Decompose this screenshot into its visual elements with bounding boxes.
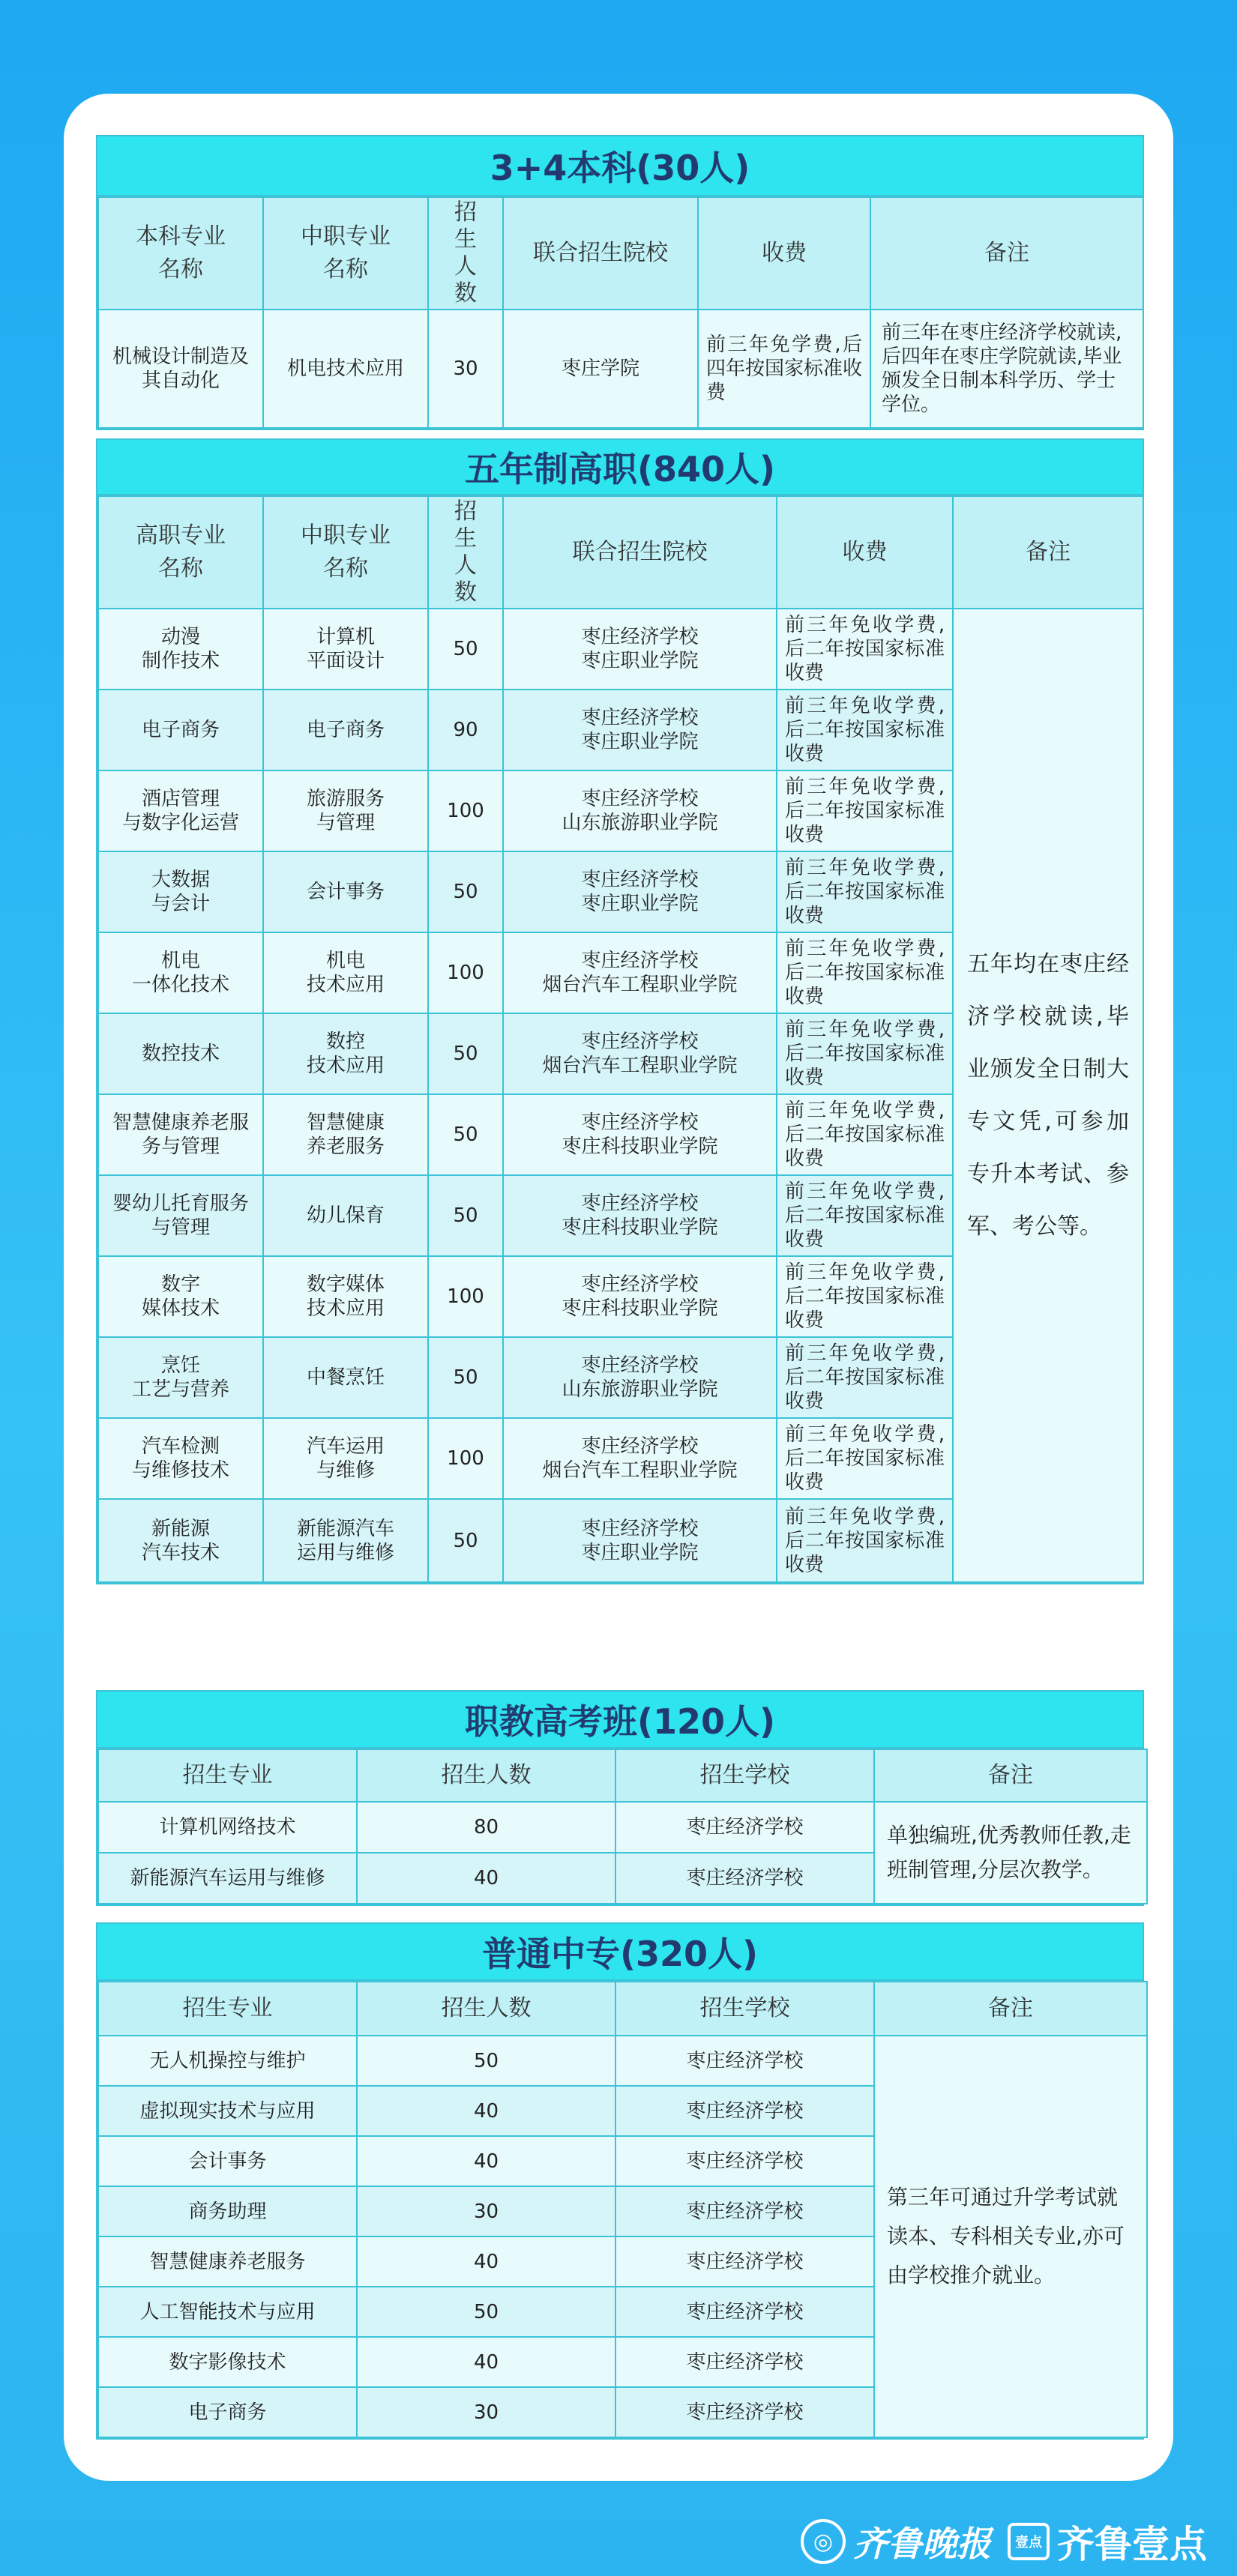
count-cell: 50	[357, 2036, 616, 2086]
table-row	[98, 609, 1143, 690]
count-cell: 100	[428, 1418, 503, 1499]
major-cell: 酒店管理 与数字化运营	[98, 770, 263, 851]
fee-cell: 前三年免收学费,后二年按国家标准收费	[777, 1337, 953, 1418]
col-header: 联合招生院校	[503, 197, 698, 310]
brand1-text: 齐鲁晚报	[853, 2524, 991, 2564]
count-cell: 30	[428, 310, 503, 428]
major-cell: 智慧健康养老服 务与管理	[98, 1094, 263, 1175]
col-header: 招生人数	[357, 1749, 616, 1802]
col-header: 中职专业 名称	[263, 197, 428, 310]
school-cell: 枣庄经济学校 烟台汽车工程职业学院	[503, 1418, 777, 1499]
section-title: 职教高考班(120人)	[97, 1692, 1143, 1749]
zz-major-cell: 机电 技术应用	[263, 932, 428, 1013]
fee-cell: 前三年免收学费,后二年按国家标准收费	[777, 1499, 953, 1582]
col-header: 备注	[874, 1982, 1147, 2036]
zz-major-cell: 新能源汽车 运用与维修	[263, 1499, 428, 1582]
count-cell: 30	[357, 2186, 616, 2236]
major-cell: 数字影像技术	[98, 2337, 357, 2387]
col-header: 招 生 人 数	[428, 496, 503, 609]
zz-major-cell: 幼儿保育	[263, 1175, 428, 1256]
col-header: 招生专业	[98, 1749, 357, 1802]
school-cell: 枣庄经济学校	[616, 2186, 874, 2236]
col-header: 备注	[870, 197, 1143, 310]
zz-major-cell: 数控 技术应用	[263, 1013, 428, 1094]
zz-major-cell: 旅游服务 与管理	[263, 770, 428, 851]
note-cell: 前三年在枣庄经济学校就读,后四年在枣庄学院就读,毕业颁发全日制本科学历、学士学位。	[870, 310, 1143, 428]
count-cell: 40	[357, 2086, 616, 2136]
school-cell: 枣庄经济学校 枣庄职业学院	[503, 1499, 777, 1582]
note-cell: 单独编班,优秀教师任教,走班制管理,分层次教学。	[874, 1802, 1147, 1904]
major-cell: 新能源汽车运用与维修	[98, 1853, 357, 1904]
count-cell: 40	[357, 2337, 616, 2387]
major-cell: 智慧健康养老服务	[98, 2236, 357, 2287]
section-five-year	[96, 438, 1144, 1584]
school-cell: 枣庄经济学校 枣庄科技职业学院	[503, 1175, 777, 1256]
table-vocational-exam	[97, 1749, 1148, 1904]
school-cell: 枣庄经济学校	[616, 2036, 874, 2086]
count-cell: 40	[357, 2136, 616, 2186]
school-cell: 枣庄经济学校 山东旅游职业学院	[503, 770, 777, 851]
section-3plus4	[96, 135, 1144, 430]
count-cell: 100	[428, 932, 503, 1013]
zz-major-cell: 机电技术应用	[263, 310, 428, 428]
count-cell: 50	[428, 1013, 503, 1094]
section-title: 五年制高职(840人)	[97, 440, 1143, 495]
school-cell: 枣庄学院	[503, 310, 698, 428]
school-cell: 枣庄经济学校 烟台汽车工程职业学院	[503, 1013, 777, 1094]
count-cell: 100	[428, 770, 503, 851]
major-cell: 汽车检测 与维修技术	[98, 1418, 263, 1499]
major-cell: 烹饪 工艺与营养	[98, 1337, 263, 1418]
fee-cell: 前三年免收学费,后二年按国家标准收费	[777, 1256, 953, 1337]
count-cell: 50	[428, 1175, 503, 1256]
col-header: 招生学校	[616, 1749, 874, 1802]
section-secondary	[96, 1922, 1144, 2440]
fee-cell: 前三年免收学费,后二年按国家标准收费	[777, 932, 953, 1013]
school-cell: 枣庄经济学校 枣庄职业学院	[503, 690, 777, 770]
fee-cell: 前三年免收学费,后二年按国家标准收费	[777, 690, 953, 770]
fee-cell: 前三年免收学费,后二年按国家标准收费	[777, 609, 953, 690]
table-secondary	[97, 1981, 1148, 2438]
major-cell: 机械设计制造及 其自动化	[98, 310, 263, 428]
col-header: 本科专业 名称	[98, 197, 263, 310]
school-cell: 枣庄经济学校	[616, 2086, 874, 2136]
school-cell: 枣庄经济学校	[616, 2337, 874, 2387]
col-header: 收费	[777, 496, 953, 609]
school-cell: 枣庄经济学校	[616, 2136, 874, 2186]
school-cell: 枣庄经济学校	[616, 1853, 874, 1904]
fee-cell: 前三年免收学费,后二年按国家标准收费	[777, 1418, 953, 1499]
col-header: 招生人数	[357, 1982, 616, 2036]
footer-brand	[801, 2515, 1207, 2569]
zz-major-cell: 数字媒体 技术应用	[263, 1256, 428, 1337]
major-cell: 人工智能技术与应用	[98, 2287, 357, 2337]
section-title: 3+4本科(30人)	[97, 136, 1143, 196]
count-cell: 50	[428, 1337, 503, 1418]
fee-cell: 前三年免收学费,后二年按国家标准收费	[777, 1094, 953, 1175]
major-cell: 电子商务	[98, 690, 263, 770]
school-cell: 枣庄经济学校	[616, 2387, 874, 2437]
qilu-evening-logo	[801, 2517, 991, 2566]
qilu-yidian-logo	[1008, 2515, 1207, 2569]
col-header: 招生学校	[616, 1982, 874, 2036]
major-cell: 商务助理	[98, 2186, 357, 2236]
count-cell: 30	[357, 2387, 616, 2437]
col-header: 招 生 人 数	[428, 197, 503, 310]
count-cell: 100	[428, 1256, 503, 1337]
school-cell: 枣庄经济学校 烟台汽车工程职业学院	[503, 932, 777, 1013]
major-cell: 大数据 与会计	[98, 851, 263, 932]
zz-major-cell: 电子商务	[263, 690, 428, 770]
count-cell: 40	[357, 1853, 616, 1904]
count-cell: 50	[428, 1499, 503, 1582]
school-cell: 枣庄经济学校 枣庄科技职业学院	[503, 1094, 777, 1175]
zz-major-cell: 计算机 平面设计	[263, 609, 428, 690]
fee-cell: 前三年免收学费,后二年按国家标准收费	[777, 851, 953, 932]
app-box-icon: 壹点	[1008, 2523, 1050, 2560]
school-cell: 枣庄经济学校 枣庄职业学院	[503, 609, 777, 690]
col-header: 联合招生院校	[503, 496, 777, 609]
table-five-year	[97, 495, 1144, 1583]
school-cell: 枣庄经济学校 枣庄职业学院	[503, 851, 777, 932]
school-cell: 枣庄经济学校	[616, 2287, 874, 2337]
major-cell: 新能源 汽车技术	[98, 1499, 263, 1582]
zz-major-cell: 汽车运用 与维修	[263, 1418, 428, 1499]
school-cell: 枣庄经济学校	[616, 1802, 874, 1853]
table-row	[98, 2036, 1147, 2086]
col-header: 备注	[953, 496, 1143, 609]
school-cell: 枣庄经济学校	[616, 2236, 874, 2287]
table-row	[98, 310, 1143, 428]
zz-major-cell: 会计事务	[263, 851, 428, 932]
col-header: 招生专业	[98, 1982, 357, 2036]
table-row	[98, 1802, 1147, 1853]
fee-cell: 前三年免学费,后四年按国家标准收费	[698, 310, 870, 428]
section-vocational-exam	[96, 1690, 1144, 1906]
section-title: 普通中专(320人)	[97, 1924, 1143, 1981]
major-cell: 动漫 制作技术	[98, 609, 263, 690]
major-cell: 无人机操控与维护	[98, 2036, 357, 2086]
major-cell: 虚拟现实技术与应用	[98, 2086, 357, 2136]
major-cell: 婴幼儿托育服务 与管理	[98, 1175, 263, 1256]
note-cell: 五年均在枣庄经济学校就读,毕业颁发全日制大专文凭,可参加专升本考试、参军、考公等。	[953, 609, 1143, 1582]
col-header: 收费	[698, 197, 870, 310]
major-cell: 计算机网络技术	[98, 1802, 357, 1853]
school-cell: 枣庄经济学校 山东旅游职业学院	[503, 1337, 777, 1418]
zz-major-cell: 智慧健康 养老服务	[263, 1094, 428, 1175]
count-cell: 90	[428, 690, 503, 770]
col-header: 备注	[874, 1749, 1147, 1802]
count-cell: 50	[428, 1094, 503, 1175]
major-cell: 数字 媒体技术	[98, 1256, 263, 1337]
fee-cell: 前三年免收学费,后二年按国家标准收费	[777, 1175, 953, 1256]
note-cell: 第三年可通过升学考试就读本、专科相关专业,亦可由学校推介就业。	[874, 2036, 1147, 2437]
count-cell: 50	[428, 609, 503, 690]
fee-cell: 前三年免收学费,后二年按国家标准收费	[777, 770, 953, 851]
count-cell: 50	[357, 2287, 616, 2337]
fee-cell: 前三年免收学费,后二年按国家标准收费	[777, 1013, 953, 1094]
col-header: 高职专业 名称	[98, 496, 263, 609]
major-cell: 电子商务	[98, 2387, 357, 2437]
major-cell: 机电 一体化技术	[98, 932, 263, 1013]
major-cell: 数控技术	[98, 1013, 263, 1094]
school-cell: 枣庄经济学校 枣庄科技职业学院	[503, 1256, 777, 1337]
zz-major-cell: 中餐烹饪	[263, 1337, 428, 1418]
major-cell: 会计事务	[98, 2136, 357, 2186]
count-cell: 80	[357, 1802, 616, 1853]
col-header: 中职专业 名称	[263, 496, 428, 609]
brand2-text: 齐鲁壹点	[1057, 2523, 1207, 2566]
count-cell: 50	[428, 851, 503, 932]
swirl-icon: ◎	[801, 2519, 846, 2564]
count-cell: 40	[357, 2236, 616, 2287]
table-3plus4	[97, 196, 1144, 429]
